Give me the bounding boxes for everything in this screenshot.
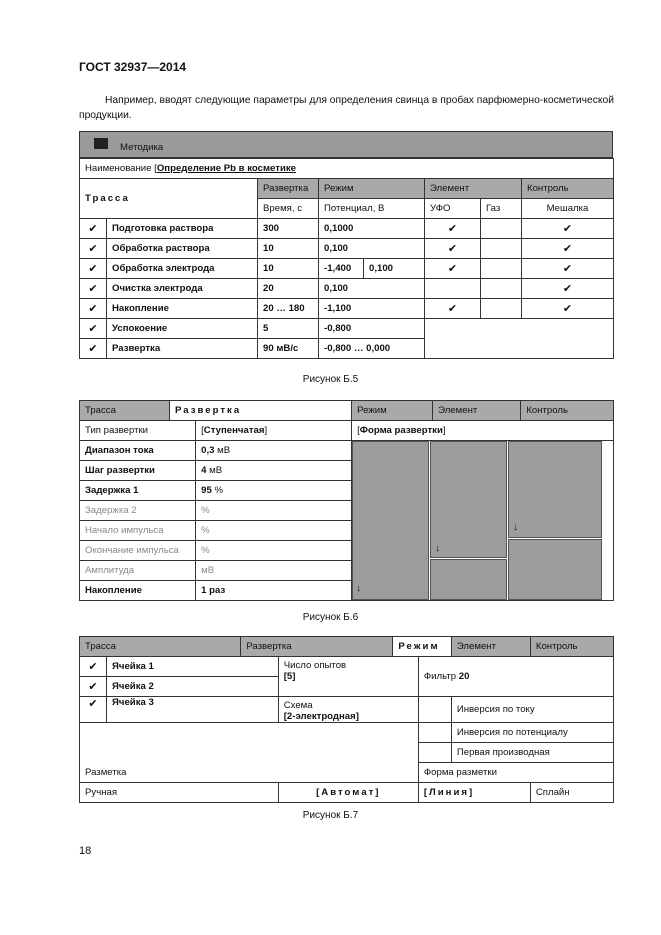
param-value[interactable]: %	[196, 541, 352, 561]
param-value[interactable]: 95 %	[196, 481, 352, 501]
param-label: Диапазон тока	[80, 441, 196, 461]
row-time: 20 … 180	[258, 299, 319, 319]
page-number: 18	[79, 845, 92, 857]
empty-cell	[480, 259, 521, 279]
shape-label: [Форма развертки]	[352, 421, 614, 441]
sweep-type-value[interactable]: [Ступенчатая]	[196, 421, 352, 441]
tab-element[interactable]: Элемент	[424, 179, 521, 199]
row-potential: -0,800	[319, 319, 425, 339]
option-checkbox[interactable]	[418, 697, 451, 723]
sweep-table	[79, 400, 614, 601]
scheme[interactable]: Схема [2-электродная]	[278, 697, 418, 723]
option-invert-potential[interactable]: Инверсия по потенциалу	[451, 723, 613, 743]
arrow-down-icon: ↓	[435, 543, 441, 554]
row-name: Обработка электрода	[107, 259, 258, 279]
check-icon[interactable]: ✔	[80, 657, 107, 677]
shape-option-5[interactable]	[508, 539, 602, 600]
check-icon[interactable]: ✔	[521, 259, 613, 279]
row-time: 10	[258, 239, 319, 259]
fig5-title: Методика	[120, 142, 164, 153]
name-label: Наименование [	[85, 163, 157, 174]
row-name: Очистка электрода	[107, 279, 258, 299]
cell-3[interactable]: Ячейка 3	[107, 697, 279, 723]
tab-trace[interactable]: Трасса	[80, 179, 258, 219]
row-time: 300	[258, 219, 319, 239]
mode-table	[79, 636, 614, 803]
row-time: 10	[258, 259, 319, 279]
param-value[interactable]: мВ	[196, 561, 352, 581]
check-icon[interactable]: ✔	[424, 219, 480, 239]
check-icon[interactable]: ✔	[80, 239, 107, 259]
option-invert-current[interactable]: Инверсия по току	[451, 697, 613, 723]
shape-option-4[interactable]	[430, 559, 507, 600]
option-checkbox[interactable]	[418, 743, 451, 763]
method-icon	[94, 138, 108, 149]
marking-manual[interactable]: Ручная	[80, 783, 279, 803]
row-name: Развертка	[107, 339, 258, 359]
method-name-value[interactable]: Определение Pb в косметике	[156, 163, 296, 174]
check-icon[interactable]: ✔	[80, 299, 107, 319]
fig6-caption: Рисунок Б.6	[302, 612, 359, 623]
row-name: Успокоение	[107, 319, 258, 339]
marking-auto[interactable]: [Автомат]	[278, 783, 418, 803]
row-name: Накопление	[107, 299, 258, 319]
row-time: 90 мВ/с	[258, 339, 319, 359]
tab-mode[interactable]: Режим	[393, 637, 451, 657]
param-value[interactable]: %	[196, 501, 352, 521]
param-label: Амплитуда	[80, 561, 196, 581]
sweep-type-label: Тип развертки	[80, 421, 196, 441]
row-potential: -0,800 … 0,000	[319, 339, 425, 359]
cell-2[interactable]: Ячейка 2	[107, 677, 279, 697]
tab-mode[interactable]: Режим	[319, 179, 425, 199]
method-table	[79, 158, 614, 359]
col-ufo: УФО	[424, 199, 480, 219]
row-potential: 0,1000	[319, 219, 425, 239]
option-checkbox[interactable]	[418, 723, 451, 743]
param-value[interactable]: 0,3 мВ	[196, 441, 352, 461]
row-potential: 0,100	[319, 239, 425, 259]
param-label: Шаг развертки	[80, 461, 196, 481]
tab-mode[interactable]: Режим	[352, 401, 433, 421]
param-label: Задержка 2	[80, 501, 196, 521]
empty-cell	[480, 299, 521, 319]
fig5-caption: Рисунок Б.5	[302, 374, 359, 385]
param-label: Окончание импульса	[80, 541, 196, 561]
check-icon[interactable]: ✔	[80, 259, 107, 279]
col-stirrer: Мешалка	[521, 199, 613, 219]
experiments[interactable]: Число опытов [5]	[278, 657, 418, 697]
check-icon[interactable]: ✔	[80, 677, 107, 697]
tab-sweep[interactable]: Развертка	[241, 637, 393, 657]
tab-element[interactable]: Элемент	[433, 401, 521, 421]
check-icon[interactable]: ✔	[80, 339, 107, 359]
check-icon[interactable]: ✔	[521, 279, 613, 299]
shape-option-2[interactable]	[430, 441, 507, 558]
check-icon[interactable]: ✔	[424, 299, 480, 319]
check-icon[interactable]: ✔	[80, 219, 107, 239]
shape-option-1[interactable]	[352, 441, 429, 600]
option-first-derivative[interactable]: Первая производная	[451, 743, 613, 763]
check-icon[interactable]: ✔	[80, 319, 107, 339]
row-time: 5	[258, 319, 319, 339]
param-label: Начало импульса	[80, 521, 196, 541]
fig7-caption: Рисунок Б.7	[302, 810, 359, 821]
tab-control[interactable]: Контроль	[521, 179, 613, 199]
tab-control[interactable]: Контроль	[521, 401, 614, 421]
sweep-shape-panel	[352, 441, 614, 601]
method-name-row	[80, 159, 614, 179]
shape-option-3[interactable]	[508, 441, 602, 538]
param-label: Накопление	[80, 581, 196, 601]
row-potential: -1,100	[319, 299, 425, 319]
standard-header: ГОСТ 32937—2014	[79, 60, 187, 74]
col-potential: Потенциал, В	[319, 199, 425, 219]
empty-cell	[424, 279, 480, 299]
row-potential-2: 0,100	[364, 259, 425, 279]
tab-control[interactable]: Контроль	[530, 637, 613, 657]
param-value[interactable]: 4 мВ	[196, 461, 352, 481]
check-icon[interactable]: ✔	[80, 697, 107, 723]
fig5-titlebar	[79, 131, 613, 158]
intro-paragraph: Например, вводят следующие параметры для определения свинца в пробах парфюмерно-косметической продукции.	[79, 95, 614, 121]
tab-trace[interactable]: Трасса	[80, 401, 170, 421]
check-icon[interactable]: ✔	[424, 239, 480, 259]
tab-trace[interactable]: Трасса	[80, 637, 241, 657]
param-value[interactable]: %	[196, 521, 352, 541]
row-name: Обработка раствора	[107, 239, 258, 259]
arrow-down-icon: ↓	[513, 522, 519, 533]
empty-cell	[424, 319, 613, 359]
tab-sweep[interactable]: Развертка	[258, 179, 319, 199]
col-time: Время, с	[258, 199, 319, 219]
marking-shape-label: Форма разметки	[418, 763, 613, 783]
shape-spline[interactable]: Сплайн	[530, 783, 613, 803]
marking-label: Разметка	[80, 763, 419, 783]
empty-cell	[480, 219, 521, 239]
check-icon[interactable]: ✔	[521, 219, 613, 239]
row-name: Подготовка раствора	[107, 219, 258, 239]
empty-cell	[480, 279, 521, 299]
col-gas: Газ	[480, 199, 521, 219]
empty-cell	[480, 239, 521, 259]
tab-element[interactable]: Элемент	[451, 637, 530, 657]
row-potential: -1,400	[319, 259, 364, 279]
check-icon[interactable]: ✔	[424, 259, 480, 279]
filter[interactable]: Фильтр 20	[418, 657, 613, 697]
empty-cell	[80, 723, 419, 763]
shape-line[interactable]: [Линия]	[418, 783, 530, 803]
row-time: 20	[258, 279, 319, 299]
row-potential: 0,100	[319, 279, 425, 299]
check-icon[interactable]: ✔	[80, 279, 107, 299]
check-icon[interactable]: ✔	[521, 299, 613, 319]
arrow-down-icon: ↓	[356, 583, 362, 594]
tab-sweep[interactable]: Развертка	[170, 401, 352, 421]
param-label: Задержка 1	[80, 481, 196, 501]
check-icon[interactable]: ✔	[521, 239, 613, 259]
param-value[interactable]: 1 раз	[196, 581, 352, 601]
cell-1[interactable]: Ячейка 1	[107, 657, 279, 677]
